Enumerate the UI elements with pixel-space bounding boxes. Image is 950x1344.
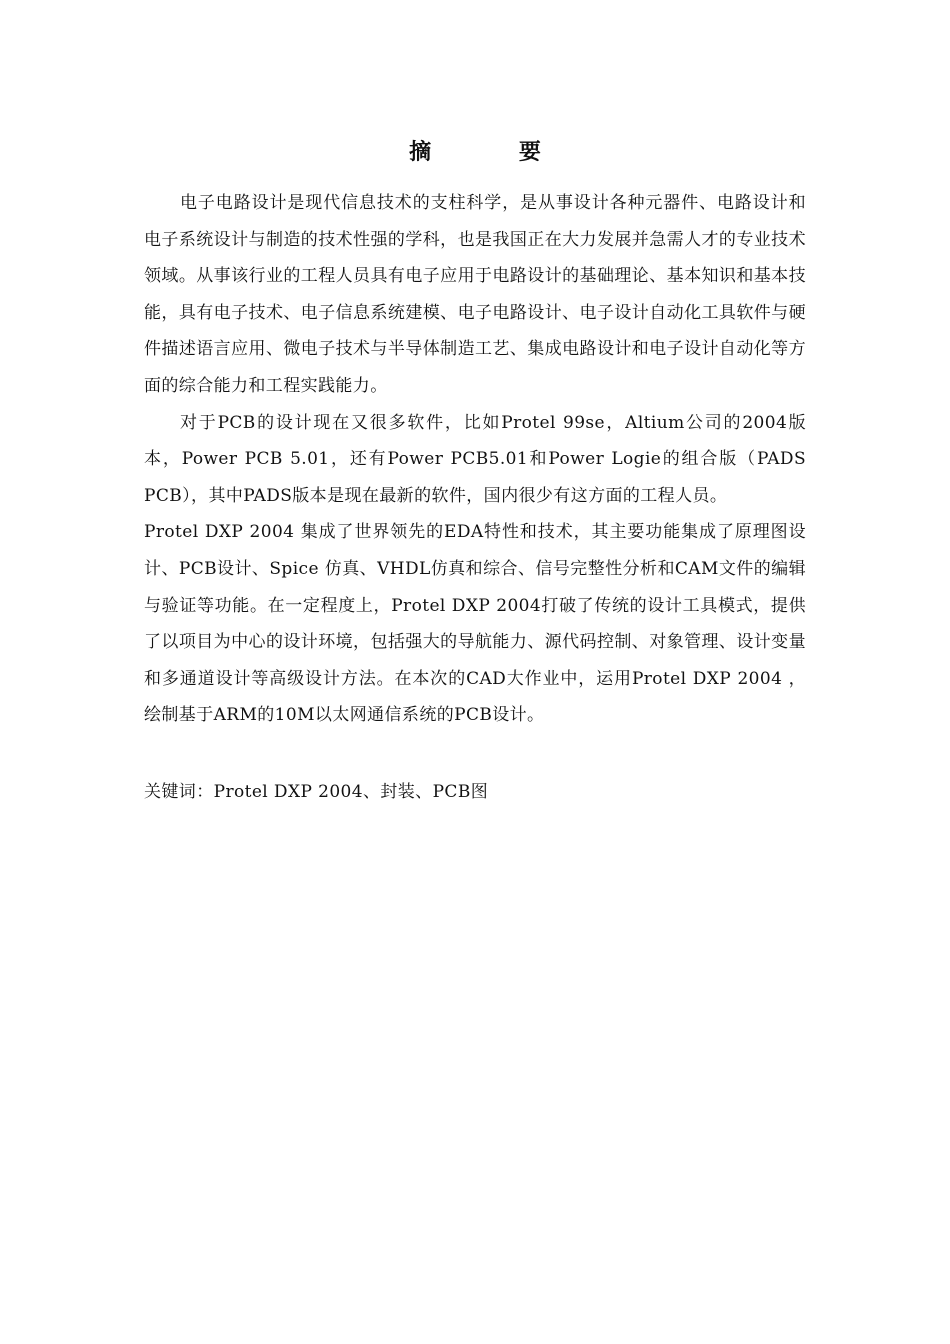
abstract-title: 摘 要 [409, 139, 581, 165]
abstract-body [144, 185, 806, 734]
keywords-line: 关键词：Protel DXP 2004、封装、PCB图 [144, 782, 489, 802]
abstract-paragraph-2: 对于PCB的设计现在又很多软件，比如Protel 99se，Altium公司的2004版本，Power PCB 5.01，还有Power PCB5.01和Power Logie的组合版（PADS PCB），其中PADS版本是现在最新的软件，国内很少有这方面的工程人员。 [144, 412, 806, 506]
abstract-paragraph-3: Protel DXP 2004 集成了世界领先的EDA特性和技术，其主要功能集成了原理图设计、PCB设计、Spice 仿真、VHDL仿真和综合、信号完整性分析和CAM文件的编辑与验证等功能。在一定程度上，Protel DXP 2004打破了传统的设计工具模式，提供了以项目为中心的设计环境，包括强大的导航能力、源代码控制、对象管理、设计变量和多通道设计等高级设计方法。在本次的CAD大作业中，运用Protel DXP 2004 ，绘制基于ARM的10M以太网通信系统的PCB设计。 [144, 522, 806, 726]
abstract-paragraph-1: 电子电路设计是现代信息技术的支柱科学，是从事设计各种元器件、电路设计和电子系统设计与制造的技术性强的学科，也是我国正在大力发展并急需人才的专业技术领域。从事该行业的工程人员具有电子应用于电路设计的基础理论、基本知识和基本技能，具有电子技术、电子信息系统建模、电子电路设计、电子设计自动化工具软件与硬件描述语言应用、微电子技术与半导体制造工艺、集成电路设计和电子设计自动化等方面的综合能力和工程实践能力。 [144, 193, 806, 396]
